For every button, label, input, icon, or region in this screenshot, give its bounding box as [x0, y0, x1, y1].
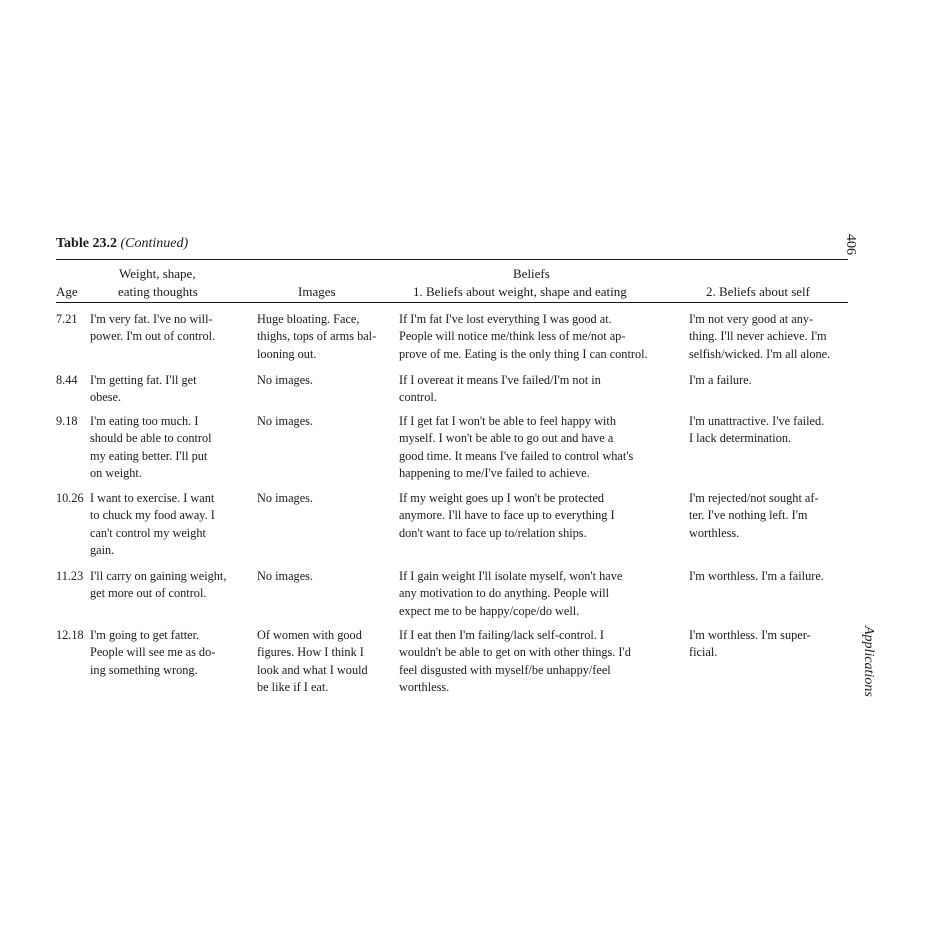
cell-thoughts-line: gain. [90, 542, 115, 557]
cell-beliefs-weight-line: If I eat then I'm failing/lack self-control. I [399, 628, 605, 642]
cell-images-line: looning out. [257, 346, 317, 361]
cell-beliefs-self-line: I'm worthless. I'm super- [689, 628, 811, 642]
header-beliefs-self: 2. Beliefs about self [706, 284, 810, 299]
cell-beliefs-weight-line: myself. I won't be able to go out and have a [399, 431, 614, 446]
cell-beliefs-self-line: ficial. [689, 645, 718, 660]
running-head: Applications [861, 626, 876, 697]
cell-images-line: be like if I eat. [257, 679, 329, 694]
cell-beliefs-weight-line: If I overeat it means I've failed/I'm not in [399, 373, 601, 387]
cell-age: 10.26 [56, 491, 84, 505]
cell-images-line: Of women with good [257, 628, 362, 642]
table-label: Table 23.2 [56, 236, 117, 251]
cell-beliefs-weight-line: any motivation to do anything. People will [399, 586, 610, 601]
cell-beliefs-self-line: I'm rejected/not sought af- [689, 491, 819, 505]
cell-beliefs-self-line: ter. I've nothing left. I'm [689, 508, 808, 523]
cell-beliefs-self-line: thing. I'll never achieve. I'm [689, 329, 827, 344]
cell-thoughts-line: I'm getting fat. I'll get [90, 373, 197, 387]
cell-age: 7.21 [56, 312, 78, 326]
table-caption [56, 236, 188, 252]
header-age: Age [56, 284, 78, 299]
cell-images-line: No images. [257, 491, 314, 505]
table-top-rule [56, 259, 848, 260]
cell-images-line: figures. How I think I [257, 645, 364, 660]
header-thoughts-line2: eating thoughts [118, 284, 198, 299]
cell-thoughts-line: my eating better. I'll put [90, 448, 208, 463]
cell-beliefs-weight-line: wouldn't be able to get on with other things. I'd [399, 645, 631, 660]
cell-images-line: No images. [257, 414, 314, 428]
cell-age: 8.44 [56, 373, 78, 387]
cell-age: 11.23 [56, 569, 84, 583]
cell-beliefs-self-line: worthless. [689, 525, 740, 540]
cell-thoughts-line: I'm going to get fatter. [90, 628, 200, 642]
cell-age: 12.18 [56, 628, 84, 642]
header-beliefs-group: Beliefs [513, 266, 550, 281]
cell-thoughts-line: ing something wrong. [90, 662, 198, 677]
cell-thoughts-line: I'm eating too much. I [90, 414, 199, 428]
cell-thoughts-line: obese. [90, 390, 122, 405]
cell-beliefs-weight-line: If I get fat I won't be able to feel happy with [399, 414, 616, 428]
cell-beliefs-weight-line: People will notice me/think less of me/not ap- [399, 329, 626, 344]
cell-beliefs-weight-line: expect me to be happy/cope/do well. [399, 603, 580, 618]
cell-thoughts-line: I want to exercise. I want [90, 491, 215, 505]
table-header-rule [56, 302, 848, 303]
cell-thoughts-line: power. I'm out of control. [90, 329, 216, 344]
cell-thoughts-line: can't control my weight [90, 525, 206, 540]
cell-beliefs-weight-line: prove of me. Eating is the only thing I can control. [399, 346, 648, 361]
header-images: Images [298, 284, 336, 299]
cell-beliefs-self-line: I'm worthless. I'm a failure. [689, 569, 824, 583]
cell-thoughts-line: People will see me as do- [90, 645, 216, 660]
cell-beliefs-self-line: I lack determination. [689, 431, 792, 446]
cell-beliefs-weight-line: control. [399, 390, 437, 405]
cell-thoughts-line: to chuck my food away. I [90, 508, 215, 523]
cell-thoughts-line: I'll carry on gaining weight, [90, 569, 227, 583]
page-number: 406 [843, 234, 858, 255]
cell-beliefs-weight-line: worthless. [399, 679, 450, 694]
cell-beliefs-weight-line: If I'm fat I've lost everything I was good at. [399, 312, 612, 326]
cell-thoughts-line: on weight. [90, 465, 142, 480]
cell-images-line: look and what I would [257, 662, 368, 677]
cell-beliefs-weight-line: don't want to face up to/relation ships. [399, 525, 587, 540]
cell-thoughts-line: I'm very fat. I've no will- [90, 312, 213, 326]
cell-beliefs-self-line: I'm not very good at any- [689, 312, 814, 326]
cell-beliefs-weight-line: If my weight goes up I won't be protected [399, 491, 605, 505]
cell-images-line: No images. [257, 373, 314, 387]
cell-beliefs-self-line: selfish/wicked. I'm all alone. [689, 346, 831, 361]
cell-beliefs-weight-line: anymore. I'll have to face up to everything I [399, 508, 615, 523]
cell-beliefs-weight-line: If I gain weight I'll isolate myself, won't have [399, 569, 623, 583]
cell-thoughts-line: should be able to control [90, 431, 212, 446]
table-continued: (Continued) [120, 236, 189, 251]
header-thoughts-line1: Weight, shape, [119, 266, 196, 281]
cell-beliefs-self-line: I'm a failure. [689, 373, 752, 387]
cell-images-line: No images. [257, 569, 314, 583]
cell-images-line: thighs, tops of arms bal- [257, 329, 377, 344]
cell-beliefs-weight-line: feel disgusted with myself/be unhappy/feel [399, 662, 611, 677]
cell-beliefs-weight-line: happening to me/I've failed to achieve. [399, 465, 590, 480]
cell-beliefs-weight-line: good time. It means I've failed to control what's [399, 448, 634, 463]
cell-age: 9.18 [56, 414, 78, 428]
cell-thoughts-line: get more out of control. [90, 586, 207, 601]
header-beliefs-weight: 1. Beliefs about weight, shape and eating [413, 284, 627, 299]
cell-images-line: Huge bloating. Face, [257, 312, 360, 326]
cell-beliefs-self-line: I'm unattractive. I've failed. [689, 414, 825, 428]
